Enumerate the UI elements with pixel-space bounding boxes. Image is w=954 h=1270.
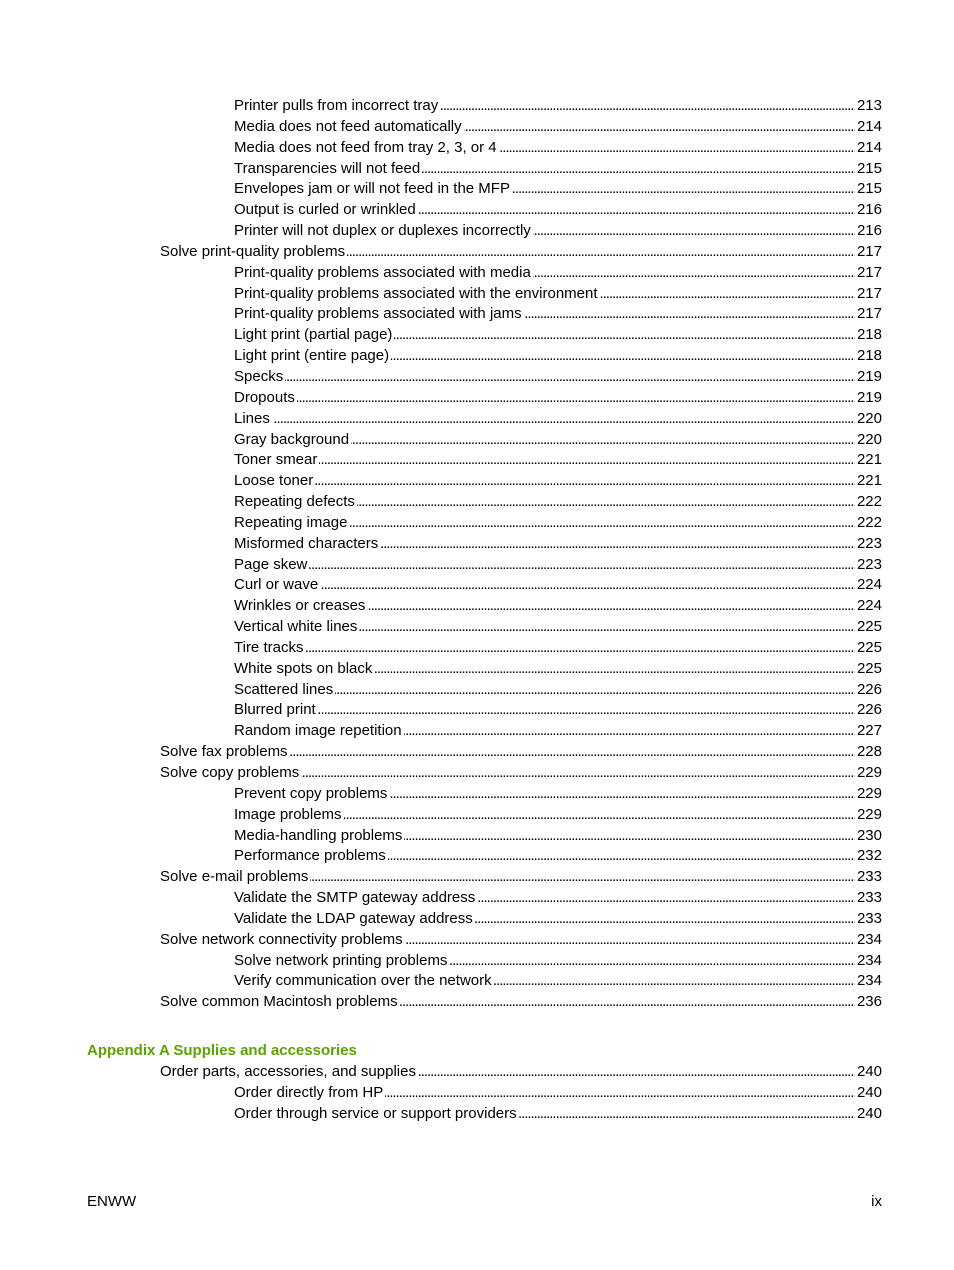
toc-entry-line <box>160 1062 882 1083</box>
toc-entry-page: 240 <box>855 1083 882 1104</box>
toc-entry-title: Validate the SMTP gateway address <box>234 888 477 909</box>
toc-entry-page: 240 <box>855 1104 882 1125</box>
toc-entry-line <box>234 492 882 513</box>
toc-entry[interactable] <box>0 96 954 117</box>
dot-leader <box>405 930 855 951</box>
dot-leader <box>309 555 855 576</box>
toc-entry-title: Solve copy problems <box>160 763 301 784</box>
toc-entry-page: 236 <box>855 992 882 1013</box>
toc-entry-line <box>234 304 882 325</box>
toc-entry-title: Gray background <box>234 430 351 451</box>
toc-entry-line <box>160 930 882 951</box>
dot-leader <box>388 846 855 867</box>
toc-entry[interactable] <box>0 992 954 1013</box>
toc-entry-title: Transparencies will not feed <box>234 159 422 180</box>
toc-entry-page: 229 <box>855 784 882 805</box>
toc-entry-line <box>234 721 882 742</box>
dot-leader <box>320 575 855 596</box>
toc-entry-line <box>234 700 882 721</box>
toc-entry[interactable] <box>0 846 954 867</box>
toc-entry[interactable] <box>0 638 954 659</box>
toc-entry-page: 217 <box>855 304 882 325</box>
toc-entry-line <box>234 200 882 221</box>
toc-entry-line <box>234 179 882 200</box>
toc-entry-line <box>234 388 882 409</box>
toc-entry[interactable] <box>0 304 954 325</box>
dot-leader <box>389 784 855 805</box>
toc-entry-page: 222 <box>855 492 882 513</box>
dot-leader <box>315 471 855 492</box>
dot-leader <box>600 284 855 305</box>
toc-entry-title: Repeating defects <box>234 492 357 513</box>
toc-entry-title: Solve common Macintosh problems <box>160 992 400 1013</box>
toc-entry-page: 219 <box>855 388 882 409</box>
dot-leader <box>394 325 855 346</box>
toc-entry-page: 226 <box>855 700 882 721</box>
toc-entry-page: 223 <box>855 555 882 576</box>
toc-entry-title: Vertical white lines <box>234 617 359 638</box>
toc-entry-line <box>160 742 882 763</box>
toc-entry[interactable] <box>0 325 954 346</box>
toc-entry-line <box>234 596 882 617</box>
toc-entry-page: 220 <box>855 430 882 451</box>
toc-entry-title: Media-handling problems <box>234 826 404 847</box>
dot-leader <box>385 1083 855 1104</box>
dot-leader <box>319 450 855 471</box>
toc-entry-line <box>234 951 882 972</box>
dot-leader <box>499 138 855 159</box>
toc-entry-line <box>234 846 882 867</box>
toc-entry-page: 214 <box>855 117 882 138</box>
appendix-heading[interactable]: Appendix A Supplies and accessories <box>87 1042 357 1059</box>
toc-entry-title: Print-quality problems associated with the environment <box>234 284 600 305</box>
toc-entry-page: 225 <box>855 617 882 638</box>
toc-entry-title: Verify communication over the network <box>234 971 494 992</box>
toc-entry-title: Lines <box>234 409 272 430</box>
toc-entry-line <box>234 1083 882 1104</box>
toc-entry-page: 222 <box>855 513 882 534</box>
toc-entry-title: Repeating image <box>234 513 349 534</box>
toc-entry[interactable] <box>0 534 954 555</box>
toc-entry-title: Solve network connectivity problems <box>160 930 405 951</box>
toc-entry-title: Solve e-mail problems <box>160 867 310 888</box>
toc-entry-page: 233 <box>855 867 882 888</box>
toc-entry-title: Curl or wave <box>234 575 320 596</box>
toc-entry-line <box>234 659 882 680</box>
toc-entry-title: Media does not feed automatically <box>234 117 464 138</box>
toc-entry-page: 217 <box>855 263 882 284</box>
toc-entry[interactable] <box>0 367 954 388</box>
toc-entry-line <box>160 867 882 888</box>
dot-leader <box>494 971 855 992</box>
toc-entry-title: Solve network printing problems <box>234 951 449 972</box>
toc-entry-line <box>234 346 882 367</box>
toc-entry-line <box>234 159 882 180</box>
toc-entry-title: Printer pulls from incorrect tray <box>234 96 440 117</box>
dot-leader <box>404 721 855 742</box>
toc-entry-title: Light print (partial page) <box>234 325 394 346</box>
toc-entry-page: 226 <box>855 680 882 701</box>
dot-leader <box>359 617 855 638</box>
dot-leader <box>418 1062 855 1083</box>
toc-entry[interactable] <box>0 117 954 138</box>
toc-entry[interactable] <box>0 971 954 992</box>
toc-entry-line <box>234 513 882 534</box>
toc-entry-page: 215 <box>855 159 882 180</box>
toc-entry[interactable] <box>0 471 954 492</box>
toc-entry-page: 216 <box>855 200 882 221</box>
toc-entry-page: 221 <box>855 450 882 471</box>
toc-entry[interactable] <box>0 1104 954 1125</box>
dot-leader <box>449 951 855 972</box>
toc-entry-page: 218 <box>855 325 882 346</box>
footer-left-label: ENWW <box>87 1193 137 1210</box>
toc-entry[interactable] <box>0 721 954 742</box>
toc-entry-title: Loose toner <box>234 471 315 492</box>
dot-leader <box>400 992 855 1013</box>
dot-leader <box>374 659 855 680</box>
toc-entry[interactable] <box>0 596 954 617</box>
toc-entry-title: Random image repetition <box>234 721 404 742</box>
toc-entry-page: 232 <box>855 846 882 867</box>
toc-entry-page: 225 <box>855 659 882 680</box>
dot-leader <box>305 638 855 659</box>
dot-leader <box>512 179 855 200</box>
toc-entry-line <box>234 367 882 388</box>
toc-entry[interactable] <box>0 284 954 305</box>
dot-leader <box>344 805 855 826</box>
toc-entry-page: 215 <box>855 179 882 200</box>
toc-entry-title: Scattered lines <box>234 680 335 701</box>
toc-entry-page: 233 <box>855 888 882 909</box>
toc-entry-title: Print-quality problems associated with jams <box>234 304 524 325</box>
toc-entry-line <box>234 96 882 117</box>
toc-entry-title: Printer will not duplex or duplexes incorrectly <box>234 221 533 242</box>
toc-entry[interactable] <box>0 1083 954 1104</box>
toc-entry-line <box>234 826 882 847</box>
toc-entry-title: Misformed characters <box>234 534 380 555</box>
toc-entry[interactable] <box>0 700 954 721</box>
toc-entry[interactable] <box>0 930 954 951</box>
dot-leader <box>533 221 855 242</box>
toc-entry[interactable] <box>0 575 954 596</box>
dot-leader <box>318 700 855 721</box>
dot-leader <box>404 826 855 847</box>
toc-entry-title: Light print (entire page) <box>234 346 391 367</box>
toc-entry-page: 234 <box>855 971 882 992</box>
toc-entry-page: 228 <box>855 742 882 763</box>
toc-entry[interactable] <box>0 742 954 763</box>
toc-entry-title: Order directly from HP <box>234 1083 385 1104</box>
toc-entry-line <box>234 138 882 159</box>
toc-entry-page: 218 <box>855 346 882 367</box>
toc-entry-page: 240 <box>855 1062 882 1083</box>
toc-entry[interactable] <box>0 888 954 909</box>
toc-entry-title: Validate the LDAP gateway address <box>234 909 475 930</box>
toc-entry[interactable] <box>0 867 954 888</box>
dot-leader <box>519 1104 855 1125</box>
dot-leader <box>285 367 855 388</box>
toc-entry-page: 213 <box>855 96 882 117</box>
toc-entry-line <box>160 242 882 263</box>
toc-entry-page: 227 <box>855 721 882 742</box>
toc-entry-page: 229 <box>855 805 882 826</box>
toc-entry-line <box>160 763 882 784</box>
toc-entry[interactable] <box>0 826 954 847</box>
dot-leader <box>272 409 855 430</box>
toc-entry-line <box>234 805 882 826</box>
toc-entry-title: Image problems <box>234 805 344 826</box>
toc-entry-title: Order parts, accessories, and supplies <box>160 1062 418 1083</box>
toc-entry-page: 224 <box>855 596 882 617</box>
toc-entry[interactable] <box>0 450 954 471</box>
toc-list <box>0 96 954 1013</box>
dot-leader <box>335 680 855 701</box>
toc-entry-title: Solve print-quality problems <box>160 242 347 263</box>
toc-entry-page: 214 <box>855 138 882 159</box>
toc-entry[interactable] <box>0 200 954 221</box>
toc-entry-line <box>234 575 882 596</box>
toc-entry-title: Prevent copy problems <box>234 784 389 805</box>
toc-entry[interactable] <box>0 221 954 242</box>
dot-leader <box>347 242 855 263</box>
toc-entry-line <box>234 409 882 430</box>
toc-entry-title: Media does not feed from tray 2, 3, or 4 <box>234 138 499 159</box>
dot-leader <box>477 888 855 909</box>
toc-entry[interactable] <box>0 492 954 513</box>
dot-leader <box>310 867 855 888</box>
toc-entry[interactable] <box>0 805 954 826</box>
toc-entry-page: 234 <box>855 930 882 951</box>
toc-entry-title: Output is curled or wrinkled <box>234 200 418 221</box>
toc-entry-page: 217 <box>855 284 882 305</box>
toc-entry[interactable] <box>0 346 954 367</box>
toc-entry[interactable] <box>0 409 954 430</box>
dot-leader <box>422 159 855 180</box>
toc-entry-line <box>234 617 882 638</box>
toc-entry[interactable] <box>0 263 954 284</box>
toc-entry[interactable] <box>0 242 954 263</box>
dot-leader <box>357 492 855 513</box>
toc-entry[interactable] <box>0 513 954 534</box>
toc-entry-title: Solve fax problems <box>160 742 290 763</box>
toc-entry-line <box>234 534 882 555</box>
toc-entry-page: 220 <box>855 409 882 430</box>
toc-entry-page: 219 <box>855 367 882 388</box>
dot-leader <box>464 117 855 138</box>
toc-entry-line <box>234 450 882 471</box>
toc-entry[interactable] <box>0 430 954 451</box>
toc-entry-line <box>234 638 882 659</box>
toc-entry-page: 225 <box>855 638 882 659</box>
toc-entry-page: 229 <box>855 763 882 784</box>
dot-leader <box>380 534 855 555</box>
toc-entry-title: Performance problems <box>234 846 388 867</box>
toc-entry-page: 233 <box>855 909 882 930</box>
dot-leader <box>349 513 855 534</box>
toc-entry-page: 230 <box>855 826 882 847</box>
toc-entry-page: 221 <box>855 471 882 492</box>
toc-entry-line <box>234 971 882 992</box>
dot-leader <box>533 263 855 284</box>
toc-entry-line <box>234 284 882 305</box>
dot-leader <box>351 430 855 451</box>
toc-entry-line <box>234 263 882 284</box>
dot-leader <box>391 346 855 367</box>
toc-entry-line <box>234 117 882 138</box>
toc-entry[interactable] <box>0 555 954 576</box>
dot-leader <box>290 742 855 763</box>
toc-entry[interactable] <box>0 659 954 680</box>
toc-entry[interactable] <box>0 159 954 180</box>
toc-entry-title: Wrinkles or creases <box>234 596 367 617</box>
dot-leader <box>475 909 855 930</box>
dot-leader <box>297 388 855 409</box>
toc-entry-line <box>234 784 882 805</box>
toc-entry-line <box>234 221 882 242</box>
toc-entry[interactable] <box>0 680 954 701</box>
toc-entry-line <box>234 430 882 451</box>
toc-entry-page: 224 <box>855 575 882 596</box>
toc-entry-title: Print-quality problems associated with media <box>234 263 533 284</box>
toc-entry-line <box>234 680 882 701</box>
dot-leader <box>440 96 855 117</box>
toc-entry-line <box>234 1104 882 1125</box>
dot-leader <box>367 596 855 617</box>
toc-entry[interactable] <box>0 617 954 638</box>
toc-entry-title: Order through service or support providers <box>234 1104 519 1125</box>
toc-entry-title: White spots on black <box>234 659 374 680</box>
toc-entry-page: 223 <box>855 534 882 555</box>
toc-entry-line <box>160 992 882 1013</box>
toc-entry-title: Specks <box>234 367 285 388</box>
toc-entry-line <box>234 555 882 576</box>
toc-entry-title: Toner smear <box>234 450 319 471</box>
toc-entry[interactable] <box>0 951 954 972</box>
toc-entry[interactable] <box>0 909 954 930</box>
toc-entry[interactable] <box>0 179 954 200</box>
dot-leader <box>524 304 855 325</box>
appendix-toc-list <box>0 1062 954 1125</box>
toc-entry-title: Envelopes jam or will not feed in the MFP <box>234 179 512 200</box>
toc-entry-line <box>234 471 882 492</box>
toc-entry-page: 217 <box>855 242 882 263</box>
toc-entry[interactable] <box>0 1062 954 1083</box>
toc-entry-page: 216 <box>855 221 882 242</box>
toc-entry-page: 234 <box>855 951 882 972</box>
toc-entry-title: Blurred print <box>234 700 318 721</box>
toc-entry-line <box>234 909 882 930</box>
toc-entry-title: Dropouts <box>234 388 297 409</box>
toc-entry-title: Page skew <box>234 555 309 576</box>
dot-leader <box>301 763 855 784</box>
toc-entry[interactable] <box>0 784 954 805</box>
toc-entry[interactable] <box>0 388 954 409</box>
toc-entry-line <box>234 325 882 346</box>
toc-entry[interactable] <box>0 763 954 784</box>
page-number: ix <box>871 1193 882 1210</box>
toc-entry[interactable] <box>0 138 954 159</box>
toc-entry-line <box>234 888 882 909</box>
toc-entry-title: Tire tracks <box>234 638 305 659</box>
dot-leader <box>418 200 855 221</box>
